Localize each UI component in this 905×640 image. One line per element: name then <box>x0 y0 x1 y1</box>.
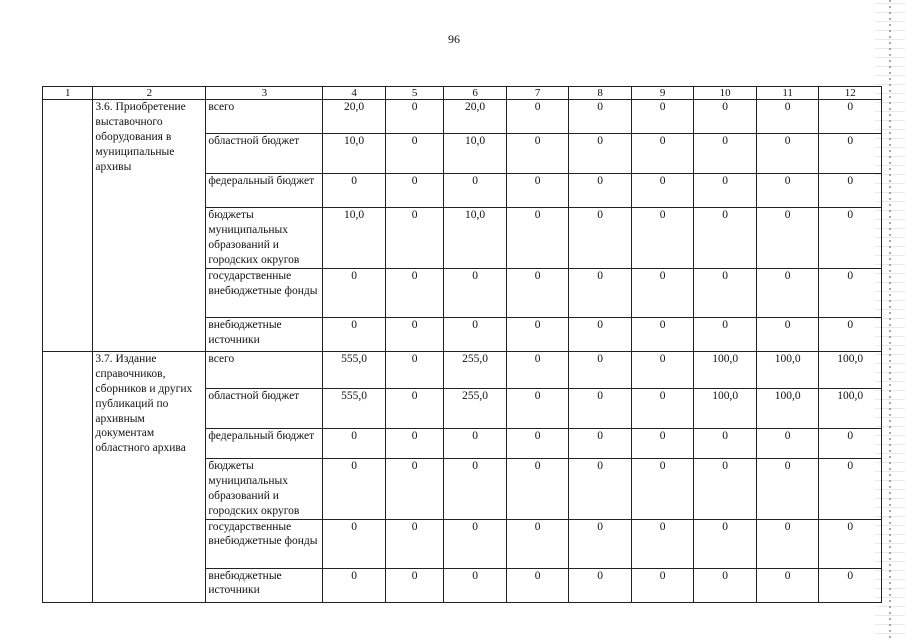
value-cell: 255,0 <box>444 388 507 428</box>
value-cell: 0 <box>385 458 443 519</box>
value-cell: 0 <box>506 174 569 208</box>
budget-table <box>42 86 882 603</box>
funding-source-cell: областной бюджет <box>206 388 323 428</box>
value-cell: 0 <box>444 458 507 519</box>
value-cell: 0 <box>631 208 694 269</box>
value-cell: 0 <box>631 428 694 458</box>
value-cell: 0 <box>569 568 632 602</box>
value-cell: 0 <box>819 317 882 351</box>
value-cell: 0 <box>756 174 819 208</box>
funding-source-cell: бюджеты муниципальных образований и городских округов <box>206 458 323 519</box>
value-cell: 0 <box>323 174 386 208</box>
value-cell: 0 <box>694 134 757 174</box>
col-header: 4 <box>323 87 386 100</box>
value-cell: 0 <box>756 568 819 602</box>
value-cell: 0 <box>506 568 569 602</box>
value-cell: 0 <box>323 458 386 519</box>
funding-source-cell: федеральный бюджет <box>206 428 323 458</box>
value-cell: 0 <box>323 519 386 568</box>
value-cell: 100,0 <box>756 351 819 388</box>
value-cell: 0 <box>694 428 757 458</box>
value-cell: 0 <box>756 134 819 174</box>
value-cell: 0 <box>385 568 443 602</box>
value-cell: 0 <box>819 568 882 602</box>
value-cell: 0 <box>385 351 443 388</box>
funding-source-cell: федеральный бюджет <box>206 174 323 208</box>
funding-source-cell: всего <box>206 100 323 134</box>
value-cell: 0 <box>385 100 443 134</box>
value-cell: 0 <box>631 568 694 602</box>
value-cell: 0 <box>323 317 386 351</box>
col-header: 6 <box>444 87 507 100</box>
value-cell: 0 <box>506 388 569 428</box>
value-cell: 0 <box>569 458 632 519</box>
table-row <box>43 100 882 134</box>
value-cell: 0 <box>506 351 569 388</box>
value-cell: 0 <box>569 134 632 174</box>
value-cell: 0 <box>385 519 443 568</box>
funding-source-cell: внебюджетные источники <box>206 317 323 351</box>
value-cell: 0 <box>694 519 757 568</box>
value-cell: 0 <box>819 428 882 458</box>
value-cell: 0 <box>506 268 569 317</box>
value-cell: 0 <box>569 208 632 269</box>
activity-name-cell: 3.7. Издание справочников, сборников и других публикаций по архивным документам областного архива <box>93 351 206 602</box>
value-cell: 0 <box>506 100 569 134</box>
value-cell: 100,0 <box>819 388 882 428</box>
value-cell: 0 <box>506 458 569 519</box>
header-row <box>43 87 882 100</box>
col-header: 3 <box>206 87 323 100</box>
value-cell: 0 <box>569 100 632 134</box>
col-header: 1 <box>43 87 93 100</box>
value-cell: 0 <box>631 174 694 208</box>
page-number: 96 <box>448 32 460 46</box>
value-cell: 0 <box>756 519 819 568</box>
value-cell: 0 <box>819 134 882 174</box>
value-cell: 100,0 <box>694 351 757 388</box>
value-cell: 0 <box>819 174 882 208</box>
value-cell: 10,0 <box>444 134 507 174</box>
value-cell: 0 <box>631 100 694 134</box>
col-header: 9 <box>631 87 694 100</box>
row-number-cell <box>43 100 93 352</box>
value-cell: 0 <box>444 174 507 208</box>
value-cell: 100,0 <box>694 388 757 428</box>
value-cell: 255,0 <box>444 351 507 388</box>
value-cell: 0 <box>444 317 507 351</box>
value-cell: 0 <box>323 568 386 602</box>
value-cell: 0 <box>694 174 757 208</box>
table-row <box>43 351 882 388</box>
funding-source-cell: государственные внебюджетные фонды <box>206 519 323 568</box>
value-cell: 0 <box>506 208 569 269</box>
value-cell: 0 <box>756 428 819 458</box>
col-header: 8 <box>569 87 632 100</box>
value-cell: 20,0 <box>323 100 386 134</box>
value-cell: 0 <box>756 317 819 351</box>
value-cell: 100,0 <box>819 351 882 388</box>
value-cell: 0 <box>819 100 882 134</box>
scan-edge-line <box>889 0 891 640</box>
col-header: 7 <box>506 87 569 100</box>
funding-source-cell: внебюджетные источники <box>206 568 323 602</box>
value-cell: 555,0 <box>323 351 386 388</box>
value-cell: 10,0 <box>323 134 386 174</box>
value-cell: 0 <box>385 268 443 317</box>
value-cell: 0 <box>569 519 632 568</box>
col-header: 2 <box>93 87 206 100</box>
value-cell: 0 <box>631 351 694 388</box>
value-cell: 0 <box>569 317 632 351</box>
value-cell: 100,0 <box>756 388 819 428</box>
value-cell: 0 <box>506 317 569 351</box>
funding-source-cell: бюджеты муниципальных образований и городских округов <box>206 208 323 269</box>
funding-source-cell: областной бюджет <box>206 134 323 174</box>
value-cell: 0 <box>323 428 386 458</box>
funding-source-cell: всего <box>206 351 323 388</box>
value-cell: 0 <box>569 174 632 208</box>
value-cell: 0 <box>385 317 443 351</box>
value-cell: 0 <box>444 519 507 568</box>
value-cell: 0 <box>756 458 819 519</box>
value-cell: 0 <box>444 428 507 458</box>
value-cell: 0 <box>385 174 443 208</box>
value-cell: 0 <box>506 134 569 174</box>
value-cell: 0 <box>385 134 443 174</box>
value-cell: 0 <box>385 388 443 428</box>
value-cell: 0 <box>631 519 694 568</box>
value-cell: 0 <box>385 428 443 458</box>
value-cell: 0 <box>819 519 882 568</box>
value-cell: 0 <box>756 268 819 317</box>
value-cell: 0 <box>631 388 694 428</box>
value-cell: 0 <box>444 268 507 317</box>
funding-source-cell: государственные внебюджетные фонды <box>206 268 323 317</box>
value-cell: 0 <box>631 134 694 174</box>
activity-name-cell: 3.6. Приобретение выставочного оборудования в муниципальные архивы <box>93 100 206 352</box>
value-cell: 10,0 <box>444 208 507 269</box>
value-cell: 0 <box>631 317 694 351</box>
value-cell: 0 <box>506 428 569 458</box>
value-cell: 0 <box>694 568 757 602</box>
value-cell: 0 <box>569 428 632 458</box>
value-cell: 0 <box>694 100 757 134</box>
value-cell: 0 <box>569 268 632 317</box>
value-cell: 0 <box>694 317 757 351</box>
col-header: 10 <box>694 87 757 100</box>
value-cell: 0 <box>323 268 386 317</box>
value-cell: 0 <box>569 388 632 428</box>
value-cell: 0 <box>569 351 632 388</box>
value-cell: 0 <box>631 458 694 519</box>
value-cell: 0 <box>819 458 882 519</box>
col-header: 11 <box>756 87 819 100</box>
value-cell: 10,0 <box>323 208 386 269</box>
value-cell: 0 <box>819 208 882 269</box>
value-cell: 0 <box>506 519 569 568</box>
value-cell: 0 <box>694 268 757 317</box>
value-cell: 0 <box>756 100 819 134</box>
value-cell: 0 <box>694 458 757 519</box>
value-cell: 0 <box>385 208 443 269</box>
col-header: 5 <box>385 87 443 100</box>
value-cell: 0 <box>756 208 819 269</box>
col-header: 12 <box>819 87 882 100</box>
value-cell: 0 <box>819 268 882 317</box>
value-cell: 555,0 <box>323 388 386 428</box>
value-cell: 0 <box>444 568 507 602</box>
value-cell: 20,0 <box>444 100 507 134</box>
value-cell: 0 <box>631 268 694 317</box>
value-cell: 0 <box>694 208 757 269</box>
row-number-cell <box>43 351 93 602</box>
